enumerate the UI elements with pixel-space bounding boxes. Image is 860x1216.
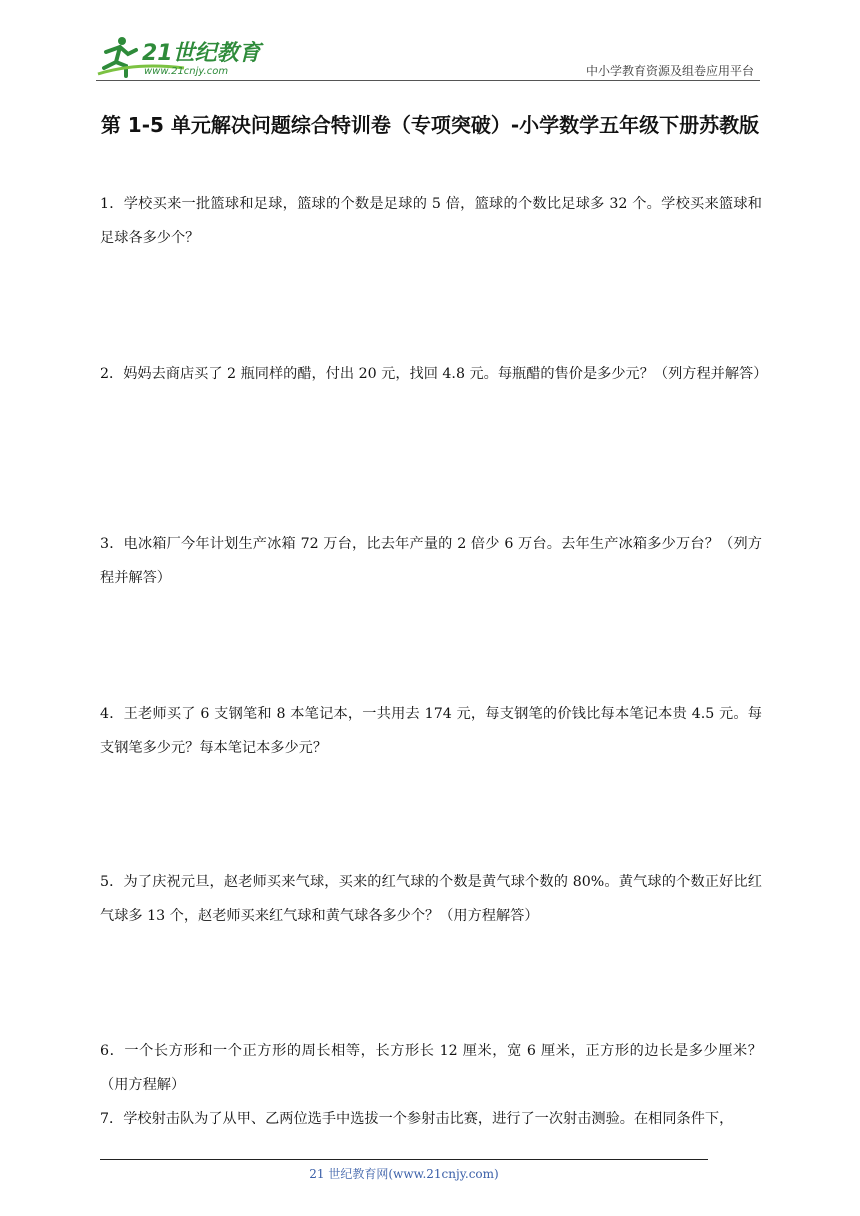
logo-url: www.21cnjy.com (144, 66, 229, 77)
footer-divider (100, 1159, 708, 1160)
question-3: 3．电冰箱厂今年计划生产冰箱 72 万台，比去年产量的 2 倍少 6 万台。去年生产冰箱多少万台？（列方程并解答） (100, 536, 762, 586)
question-2: 2．妈妈去商店买了 2 瓶同样的醋，付出 20 元，找回 4.8 元。每瓶醋的售价是多少元？（列方程并解答） (100, 366, 768, 382)
question-4: 4．王老师买了 6 支钢笔和 8 本笔记本，一共用去 174 元，每支钢笔的价钱比每本笔记本贵 4.5 元。每支钢笔多少元？每本笔记本多少元？ (100, 706, 762, 756)
question-1: 1．学校买来一批篮球和足球，篮球的个数是足球的 5 倍，篮球的个数比足球多 32 个。学校买来篮球和足球各多少个？ (100, 196, 762, 246)
platform-label: 中小学教育资源及组卷应用平台 (585, 64, 754, 78)
page-header (96, 32, 760, 82)
logo-runner-icon (96, 32, 266, 80)
logo-text: 21世纪教育 (142, 41, 261, 66)
question-6: 6．一个长方形和一个正方形的周长相等，长方形长 12 厘米，宽 6 厘米，正方形的边长是多少厘米？（用方程解） (100, 1043, 762, 1093)
question-5: 5．为了庆祝元旦，赵老师买来气球，买来的红气球的个数是黄气球个数的 80%。黄气球的个数正好比红气球多 13 个，赵老师买来红气球和黄气球各多少个？（用方程解答） (100, 874, 762, 924)
question-7: 7．学校射击队为了从甲、乙两位选手中选拔一个参射击比赛，进行了一次射击测验。在相同条件下， (100, 1111, 734, 1127)
page-title: 第 1-5 单元解决问题综合特训卷（专项突破）-小学数学五年级下册苏教版 (100, 113, 760, 137)
logo (96, 32, 266, 80)
footer-link[interactable]: 21 世纪教育网(www.21cnjy.com) (309, 1167, 499, 1181)
header-divider (96, 80, 760, 81)
